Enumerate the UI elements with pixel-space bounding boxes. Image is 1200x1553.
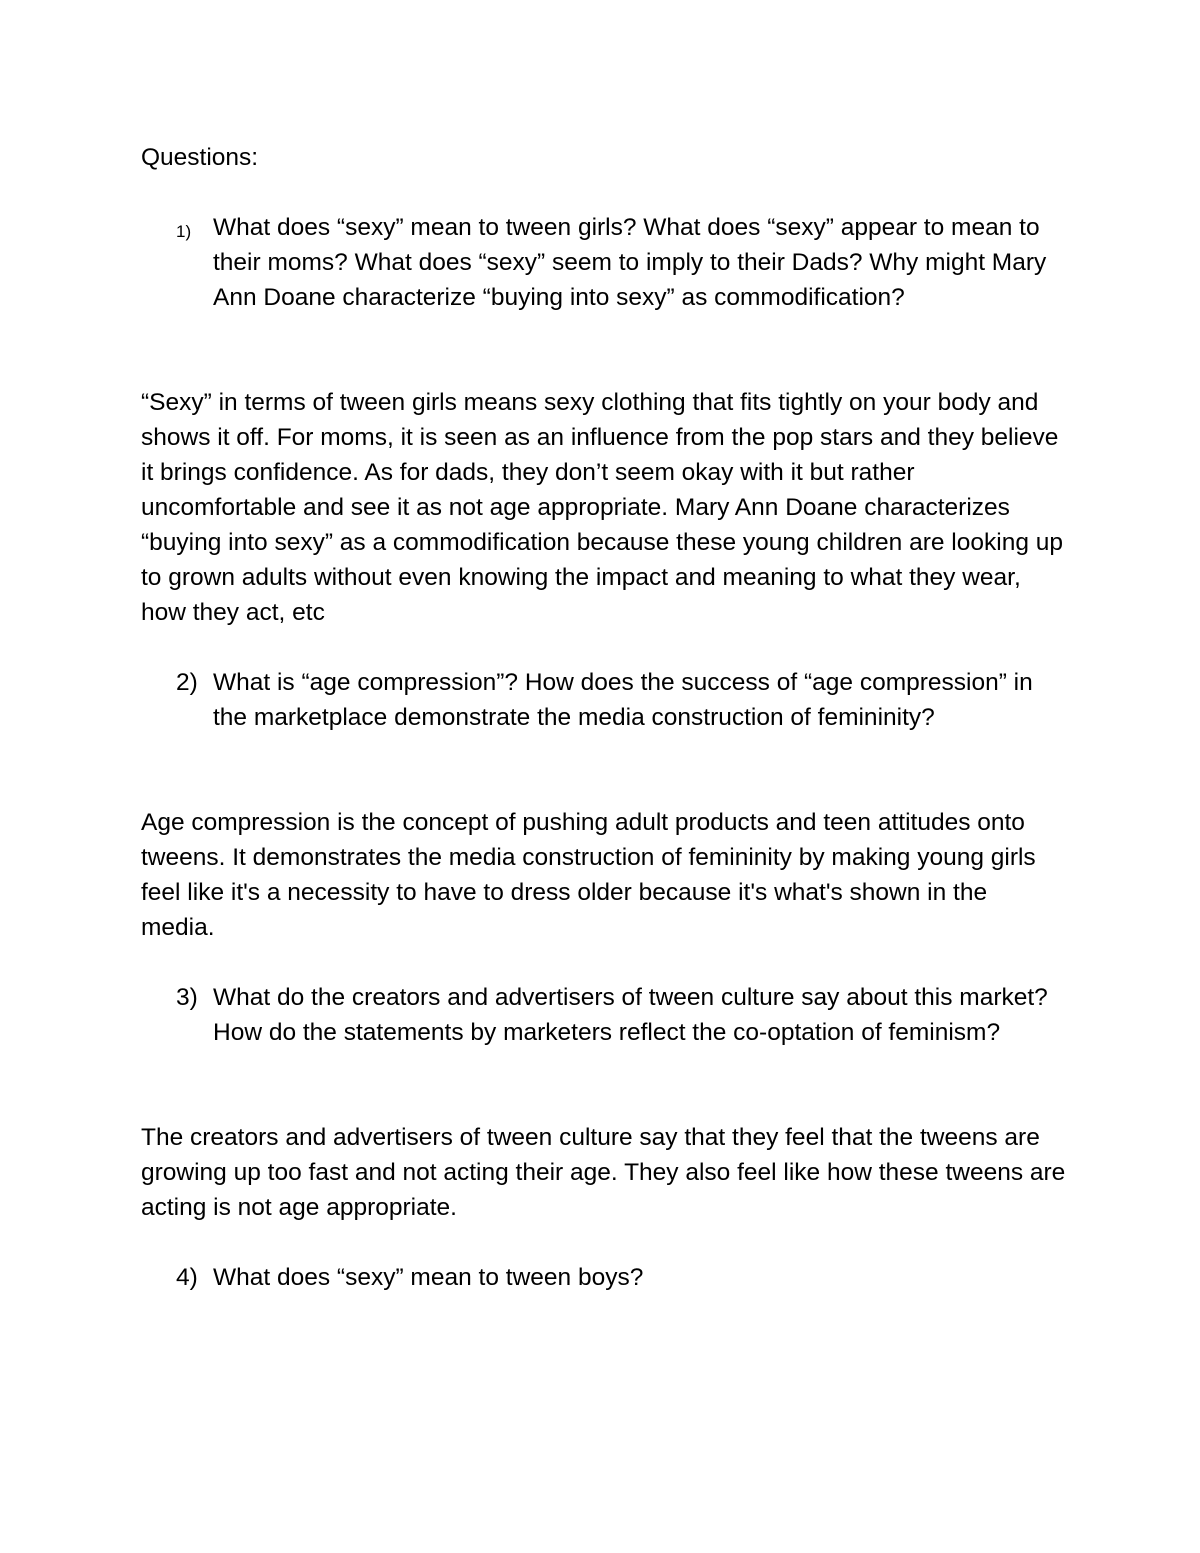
- answer-paragraph: “Sexy” in terms of tween girls means sexy clothing that fits tightly on your body and shows it off. For moms, it is seen as an influence from the pop stars and they believe it brings confidence. As for dads, they don’t seem okay with it but rather uncomfortable and see it as not age appropriate. Mary Ann Doane characterizes “buying into sexy” as a commodification because these young children are looking up to grown adults without even knowing the impact and meaning to what they wear, how they act, etc: [141, 389, 1064, 626]
- question-number: 2): [176, 669, 198, 696]
- question-text: What does “sexy” mean to tween boys?: [213, 1264, 644, 1291]
- question-number: 3): [176, 984, 198, 1011]
- question-text: What is “age compression”? How does the success of “age compression” in the marketplace demonstrate the media construction of femininity?: [213, 669, 1033, 731]
- question-number: 1): [176, 222, 192, 241]
- section-heading: Questions:: [141, 144, 259, 171]
- question-number: 4): [176, 1264, 198, 1291]
- answer-paragraph: The creators and advertisers of tween culture say that they feel that the tweens are growing up too fast and not acting their age. They also feel like how these tweens are acting is not age appropriate.: [141, 1124, 1066, 1221]
- answer-paragraph: Age compression is the concept of pushing adult products and teen attitudes onto tweens. It demonstrates the media construction of femininity by making young girls feel like it's a necessity to have to dress older because it's what's shown in the media.: [141, 809, 1036, 941]
- question-text: What does “sexy” mean to tween girls? What does “sexy” appear to mean to their moms? What does “sexy” seem to imply to their Dads? Why might Mary Ann Doane characterize “buying into sexy” as commodification?: [213, 214, 1047, 311]
- question-text: What do the creators and advertisers of tween culture say about this market? How do the statements by marketers reflect the co-optation of feminism?: [213, 984, 1048, 1046]
